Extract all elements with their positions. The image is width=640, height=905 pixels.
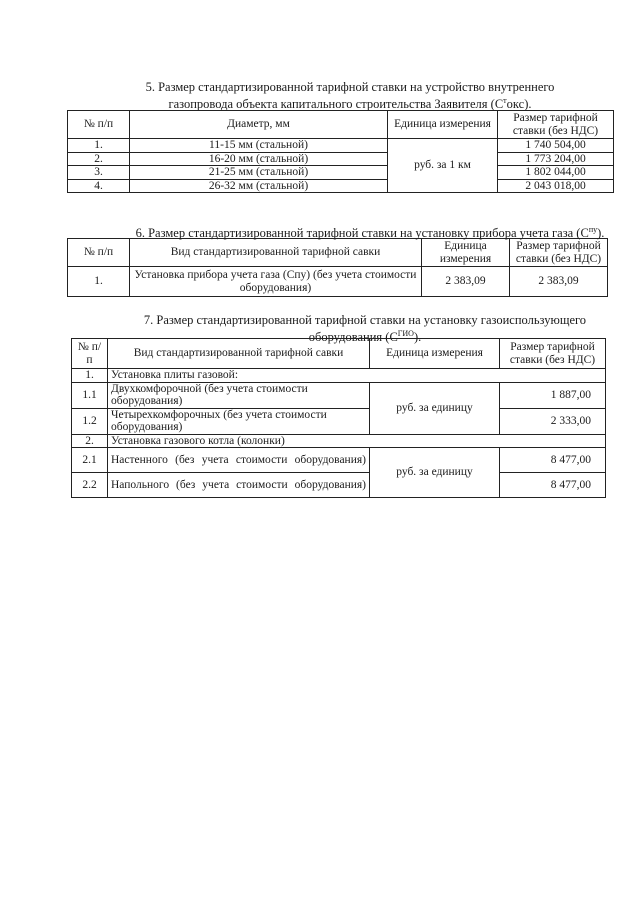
col-header-type: Вид стандартизированной тарифной савки — [108, 339, 370, 369]
col-header-diameter: Диаметр, мм — [130, 111, 388, 139]
col-header-rate: Размер тарифной ставки (без НДС) — [510, 239, 608, 267]
table-meter-rate — [67, 238, 608, 297]
table-row: 2.2 Напольного (без учета стоимости оборудования) 8 477,00 — [72, 473, 606, 498]
section6-title: 6. Размер стандартизированной тарифной ставки на установку прибора учета газа $(С^{пу})$. — [135, 225, 605, 241]
col-header-unit: Единица измерения — [370, 339, 500, 369]
table-row: 3. 21-25 мм (стальной) 1 802 044,00 — [68, 166, 614, 180]
table-row: 2. 16-20 мм (стальной) 1 773 204,00 — [68, 152, 614, 166]
unit-cell: руб. за единицу — [370, 448, 500, 498]
col-header-rate: Размер тарифной ставки (без НДС) — [498, 111, 614, 139]
col-header-rate: Размер тарифной ставки (без НДС) — [500, 339, 606, 369]
section5-title: 5. Размер стандартизированной тарифной ставки на устройство внутреннего газопровода объекта капитального строительства Заявителя $(С^токс)$. — [145, 80, 555, 112]
col-header-num: № п/п — [68, 111, 130, 139]
table-row: 1. 11-15 мм (стальной) руб. за 1 км 1 740 504,00 — [68, 139, 614, 153]
table-row: 1.2 Четырехкомфорочных (без учета стоимости оборудования) 2 333,00 — [72, 408, 606, 434]
group-row: 1. Установка плиты газовой: — [72, 369, 606, 383]
col-header-num: № п/п — [72, 339, 108, 369]
table-row: 2.1 Настенного (без учета стоимости оборудования) руб. за единицу 8 477,00 — [72, 448, 606, 473]
table-row: 1.1 Двухкомфорочной (без учета стоимости оборудования) руб. за единицу 1 887,00 — [72, 382, 606, 408]
col-header-num: № п/п — [68, 239, 130, 267]
section7-title: 7. Размер стандартизированной тарифной ставки на установку газоиспользующего оборудования $(С^{ГИО})$. — [143, 313, 587, 345]
table-row: 4. 26-32 мм (стальной) 2 043 018,00 — [68, 179, 614, 193]
col-header-unit: Единица измерения — [388, 111, 498, 139]
group-row: 2. Установка газового котла (колонки) — [72, 434, 606, 448]
table-appliance-rates — [71, 338, 606, 498]
table-pipeline-rates — [67, 110, 614, 193]
col-header-type: Вид стандартизированной тарифной савки — [130, 239, 422, 267]
unit-cell: руб. за единицу — [370, 382, 500, 434]
table-row: 1. Установка прибора учета газа (Спу) (без учета стоимости оборудования) 2 383,09 2 383,09 — [68, 267, 608, 297]
col-header-unit: Единица измерения — [422, 239, 510, 267]
unit-cell: руб. за 1 км — [388, 139, 498, 193]
